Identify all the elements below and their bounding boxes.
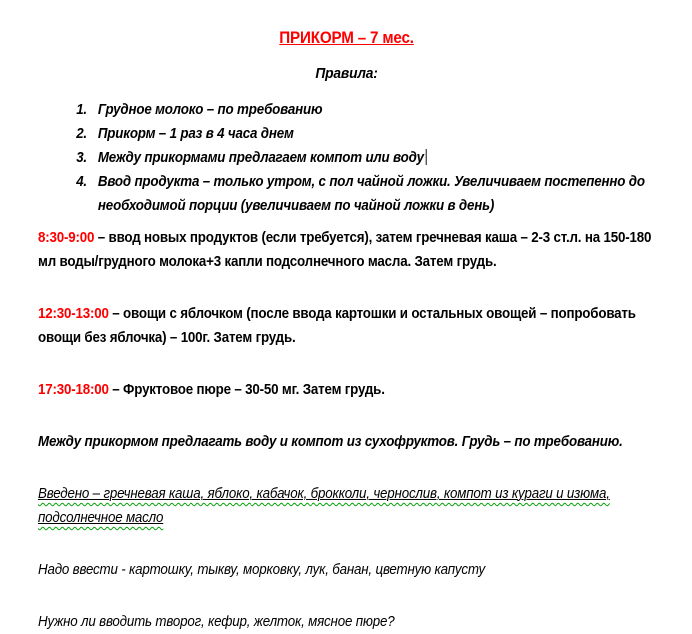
rule-text: Прикорм – 1 раз в 4 часа днем [97, 126, 294, 142]
schedule-entry-evening [38, 378, 655, 402]
rule-item [90, 170, 655, 218]
rule-item [90, 98, 655, 122]
schedule-text: – Фруктовое пюре – 30-50 мг. Затем грудь. [112, 382, 385, 398]
document-title: ПРИКОРМ – 7 мес. [279, 29, 414, 47]
schedule-time: 8:30-9:00 [38, 230, 95, 246]
schedule-time: 12:30-13:00 [38, 306, 109, 322]
between-feedings-note: Между прикормом предлагать воду и компот из сухофруктов. Грудь – по требованию. [38, 434, 623, 450]
schedule-text: – ввод новых продуктов (если требуется), затем гречневая каша – 2-3 ст.л. на 150-180 мл воды/грудного молока+3 капли подсолнечного масла. Затем грудь. [38, 230, 652, 270]
document-content [38, 28, 655, 634]
text-cursor [426, 149, 427, 165]
introduced-underline [38, 486, 610, 526]
schedule-entry-morning [38, 226, 655, 274]
rules-heading: Правила: [315, 65, 378, 82]
question-note: Нужно ли вводить творог, кефир, желток, мясное пюре? [38, 614, 395, 630]
schedule-entry-midday [38, 302, 655, 350]
introduced-foods [38, 482, 655, 530]
rule-item [90, 122, 655, 146]
rule-text: Ввод продукта – только утром, с пол чайной ложки. Увеличиваем постепенно до необходимой порции (увеличиваем по чайной ложки в день) [97, 174, 645, 214]
rule-item [90, 146, 655, 170]
rule-text: Между прикормами предлагаем компот или воду [97, 150, 424, 166]
schedule-text: – овощи с яблочком (после ввода картошки и остальных овощей – попробовать овощи без яблочка) – 100г. Затем грудь. [38, 306, 636, 346]
schedule-time: 17:30-18:00 [38, 382, 109, 398]
foods-to-introduce: Надо ввести - картошку, тыкву, морковку, лук, банан, цветную капусту [38, 562, 486, 578]
rules-list [38, 98, 655, 218]
rule-text: Грудное молоко – по требованию [97, 102, 323, 118]
introduced-text: Введено – гречневая каша, яблоко, кабачок, брокколи, чернослив, компот из кураги и изюма, подсолнечное масло [38, 486, 610, 526]
